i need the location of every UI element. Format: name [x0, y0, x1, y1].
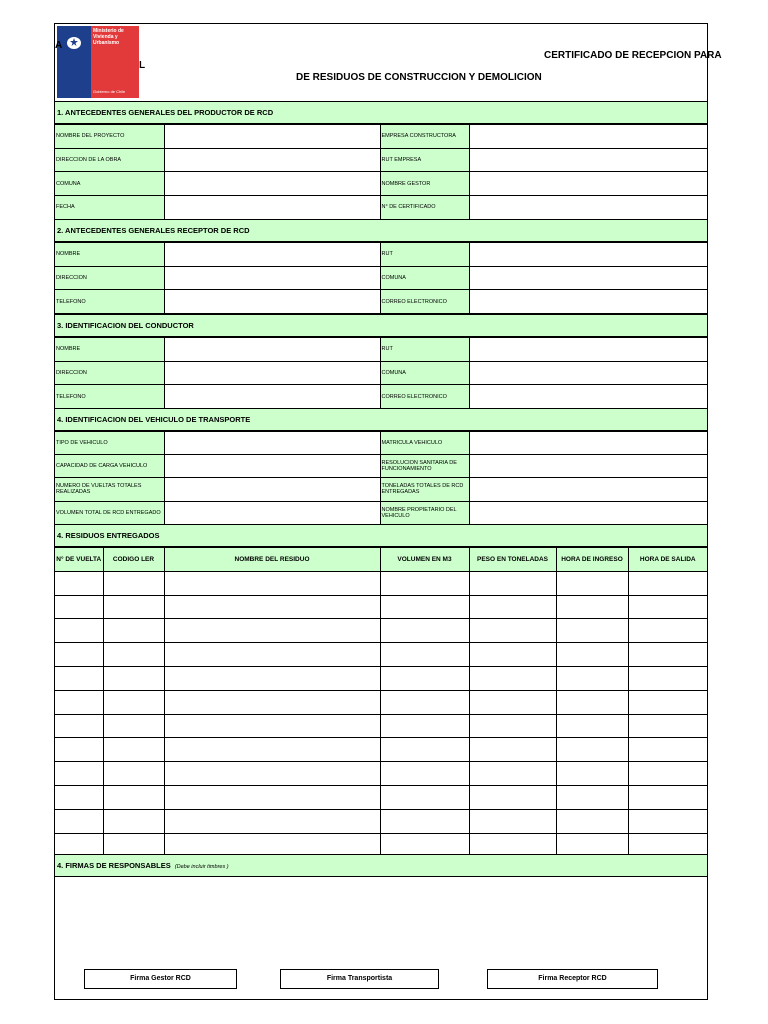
table-cell-input[interactable] — [556, 785, 628, 809]
table-cell-input[interactable] — [469, 595, 556, 619]
field-input[interactable] — [469, 172, 707, 196]
field-input[interactable] — [469, 361, 707, 385]
column-header: HORA DE SALIDA — [628, 548, 707, 572]
field-label: TONELADAS TOTALES DE RCD ENTREGADAS — [380, 478, 469, 501]
field-label: NOMBRE DEL PROYECTO — [55, 125, 164, 149]
table-cell-input[interactable] — [556, 643, 628, 667]
table-cell-input[interactable] — [380, 666, 469, 690]
field-input[interactable] — [469, 125, 707, 149]
section-driver-header: 3. IDENTIFICACION DEL CONDUCTOR — [55, 314, 707, 337]
table-cell-input[interactable] — [103, 809, 164, 833]
form-row — [55, 385, 707, 409]
table-cell-input[interactable] — [164, 762, 380, 786]
column-header: CODIGO LER — [103, 548, 164, 572]
form-row — [55, 172, 707, 196]
table-cell-input[interactable] — [556, 619, 628, 643]
table-cell-input[interactable] — [380, 690, 469, 714]
field-input[interactable] — [164, 361, 380, 385]
table-cell-input[interactable] — [164, 714, 380, 738]
table-cell-input[interactable] — [55, 571, 103, 595]
field-label: DIRECCION DE LA OBRA — [55, 148, 164, 172]
table-cell-input[interactable] — [164, 738, 380, 762]
table-cell-input[interactable] — [164, 690, 380, 714]
table-cell-input[interactable] — [380, 809, 469, 833]
column-header: NOMBRE DEL RESIDUO — [164, 548, 380, 572]
table-cell-input[interactable] — [469, 643, 556, 667]
table-row — [55, 714, 707, 738]
field-label: VOLUMEN TOTAL DE RCD ENTREGADO — [55, 501, 164, 524]
document-title-line2: DE RESIDUOS DE CONSTRUCCION Y DEMOLICION — [296, 72, 542, 83]
table-cell-input[interactable] — [55, 619, 103, 643]
table-row — [55, 738, 707, 762]
field-label: COMUNA — [55, 172, 164, 196]
table-cell-input[interactable] — [469, 785, 556, 809]
field-input[interactable] — [469, 338, 707, 362]
table-cell-input[interactable] — [469, 738, 556, 762]
table-cell-input[interactable] — [103, 785, 164, 809]
table-row — [55, 809, 707, 833]
field-label: CAPACIDAD DE CARGA VEHICULO — [55, 455, 164, 478]
field-input[interactable] — [164, 125, 380, 149]
field-label: NOMBRE GESTOR — [380, 172, 469, 196]
table-cell-input[interactable] — [628, 690, 707, 714]
table-cell-input[interactable] — [628, 619, 707, 643]
table-cell-input[interactable] — [164, 809, 380, 833]
table-cell-input[interactable] — [380, 738, 469, 762]
form-row — [55, 196, 707, 220]
producer-table — [55, 124, 707, 220]
table-cell-input[interactable] — [469, 762, 556, 786]
field-input[interactable] — [164, 290, 380, 314]
table-cell-input[interactable] — [164, 571, 380, 595]
signatures-note: (Debe incluir timbres ) — [174, 864, 229, 870]
table-cell-input[interactable] — [628, 571, 707, 595]
table-row — [55, 762, 707, 786]
table-cell-input[interactable] — [55, 809, 103, 833]
column-header: HORA DE INGRESO — [556, 548, 628, 572]
table-cell-input[interactable] — [55, 785, 103, 809]
field-input[interactable] — [164, 338, 380, 362]
table-cell-input[interactable] — [164, 666, 380, 690]
table-cell-input[interactable] — [164, 619, 380, 643]
table-cell-input[interactable] — [380, 619, 469, 643]
table-cell-input[interactable] — [55, 690, 103, 714]
table-cell-input[interactable] — [380, 643, 469, 667]
table-cell-input[interactable] — [628, 785, 707, 809]
table-cell-input[interactable] — [628, 738, 707, 762]
table-cell-input[interactable] — [103, 714, 164, 738]
table-cell-input[interactable] — [55, 714, 103, 738]
table-cell-input[interactable] — [556, 738, 628, 762]
field-input[interactable] — [164, 455, 380, 478]
field-input[interactable] — [469, 385, 707, 409]
field-input[interactable] — [469, 478, 707, 501]
table-cell-input[interactable] — [628, 666, 707, 690]
signatures-title: 4. FIRMAS DE RESPONSABLES — [57, 861, 171, 870]
section-producer-header: 1. ANTECEDENTES GENERALES DEL PRODUCTOR DE RCD — [55, 101, 707, 124]
field-label: RUT EMPRESA — [380, 148, 469, 172]
logo-ministry-text: Ministerio de Vivienda y Urbanismo — [93, 28, 124, 46]
form-row — [55, 361, 707, 385]
field-input[interactable] — [469, 266, 707, 290]
section-signatures-header — [55, 854, 707, 877]
section-vehicle-header: 4. IDENTIFICACION DEL VEHICULO DE TRANSPORTE — [55, 408, 707, 431]
table-cell-input[interactable] — [469, 571, 556, 595]
field-label: TIPO DE VEHICULO — [55, 432, 164, 455]
coat-of-arms-icon — [63, 32, 85, 52]
table-cell-input[interactable] — [164, 643, 380, 667]
field-input[interactable] — [164, 478, 380, 501]
table-cell-input[interactable] — [469, 619, 556, 643]
field-label: DIRECCION — [55, 266, 164, 290]
table-row — [55, 643, 707, 667]
form-row — [55, 338, 707, 362]
table-cell-input[interactable] — [556, 714, 628, 738]
field-label: NUMERO DE VUELTAS TOTALES REALIZADAS — [55, 478, 164, 501]
field-label: MATRICULA VEHICULO — [380, 432, 469, 455]
table-cell-input[interactable] — [103, 571, 164, 595]
table-cell-input[interactable] — [628, 643, 707, 667]
column-header: VOLUMEN EN M3 — [380, 548, 469, 572]
table-row — [55, 666, 707, 690]
waste-table — [55, 547, 707, 857]
field-input[interactable] — [164, 172, 380, 196]
table-cell-input[interactable] — [469, 690, 556, 714]
signature-box-receptor[interactable]: Firma Receptor RCD — [487, 969, 658, 989]
table-row — [55, 690, 707, 714]
table-cell-input[interactable] — [103, 619, 164, 643]
table-cell-input[interactable] — [628, 595, 707, 619]
table-cell-input[interactable] — [556, 595, 628, 619]
table-cell-input[interactable] — [103, 595, 164, 619]
field-label: N° DE CERTIFICADO — [380, 196, 469, 220]
field-label: NOMBRE PROPIETARIO DEL VEHICULO — [380, 501, 469, 524]
form-row — [55, 501, 707, 524]
field-label: COMUNA — [380, 266, 469, 290]
driver-table — [55, 337, 707, 409]
receiver-table — [55, 242, 707, 314]
table-cell-input[interactable] — [469, 714, 556, 738]
table-row — [55, 571, 707, 595]
field-label: NOMBRE — [55, 243, 164, 267]
waste-header-row — [55, 548, 707, 572]
table-cell-input[interactable] — [556, 762, 628, 786]
form-row — [55, 432, 707, 455]
signature-box-transportista[interactable]: Firma Transportista — [280, 969, 439, 989]
table-cell-input[interactable] — [103, 738, 164, 762]
field-label: EMPRESA CONSTRUCTORA — [380, 125, 469, 149]
field-input[interactable] — [164, 148, 380, 172]
field-input[interactable] — [469, 455, 707, 478]
table-cell-input[interactable] — [103, 762, 164, 786]
title-fragment-left: A — [55, 40, 63, 51]
table-cell-input[interactable] — [556, 571, 628, 595]
table-cell-input[interactable] — [380, 595, 469, 619]
table-cell-input[interactable] — [103, 690, 164, 714]
field-input[interactable] — [164, 432, 380, 455]
table-cell-input[interactable] — [556, 666, 628, 690]
table-cell-input[interactable] — [469, 666, 556, 690]
title-fragment-right: L — [139, 60, 146, 71]
field-label: CORREO ELECTRONICO — [380, 385, 469, 409]
field-label: FECHA — [55, 196, 164, 220]
field-input[interactable] — [164, 501, 380, 524]
field-input[interactable] — [469, 290, 707, 314]
field-input[interactable] — [164, 266, 380, 290]
ministry-logo — [57, 26, 139, 98]
table-cell-input[interactable] — [103, 643, 164, 667]
field-input[interactable] — [469, 432, 707, 455]
table-row — [55, 785, 707, 809]
form-row — [55, 290, 707, 314]
table-cell-input[interactable] — [55, 643, 103, 667]
vehicle-table — [55, 431, 707, 525]
table-row — [55, 595, 707, 619]
column-header: N° DE VUELTA — [55, 548, 103, 572]
field-input[interactable] — [469, 196, 707, 220]
table-row — [55, 619, 707, 643]
table-cell-input[interactable] — [164, 785, 380, 809]
form-row — [55, 478, 707, 501]
form-row — [55, 148, 707, 172]
field-input[interactable] — [469, 148, 707, 172]
form-row — [55, 243, 707, 267]
field-label: RUT — [380, 243, 469, 267]
table-cell-input[interactable] — [628, 809, 707, 833]
table-cell-input[interactable] — [380, 714, 469, 738]
field-input[interactable] — [164, 385, 380, 409]
field-label: COMUNA — [380, 361, 469, 385]
table-cell-input[interactable] — [628, 714, 707, 738]
document-title-line1: CERTIFICADO DE RECEPCION PARA — [544, 50, 722, 61]
field-label: RESOLUCION SANITARIA DE FUNCIONAMIENTO — [380, 455, 469, 478]
field-input[interactable] — [469, 501, 707, 524]
table-cell-input[interactable] — [55, 595, 103, 619]
field-input[interactable] — [164, 243, 380, 267]
field-label: DIRECCION — [55, 361, 164, 385]
table-cell-input[interactable] — [628, 762, 707, 786]
table-cell-input[interactable] — [55, 666, 103, 690]
field-label: TELEFONO — [55, 290, 164, 314]
table-cell-input[interactable] — [469, 809, 556, 833]
field-label: RUT — [380, 338, 469, 362]
table-cell-input[interactable] — [556, 809, 628, 833]
field-label: CORREO ELECTRONICO — [380, 290, 469, 314]
signature-box-gestor[interactable]: Firma Gestor RCD — [84, 969, 237, 989]
table-cell-input[interactable] — [380, 762, 469, 786]
field-input[interactable] — [469, 243, 707, 267]
form-row — [55, 125, 707, 149]
column-header: PESO EN TONELADAS — [469, 548, 556, 572]
field-label: NOMBRE — [55, 338, 164, 362]
section-receiver-header: 2. ANTECEDENTES GENERALES RECEPTOR DE RCD — [55, 219, 707, 242]
form-row — [55, 266, 707, 290]
section-waste-header: 4. RESIDUOS ENTREGADOS — [55, 524, 707, 547]
table-cell-input[interactable] — [380, 571, 469, 595]
table-cell-input[interactable] — [164, 595, 380, 619]
table-cell-input[interactable] — [55, 762, 103, 786]
table-cell-input[interactable] — [103, 666, 164, 690]
table-cell-input[interactable] — [556, 690, 628, 714]
table-cell-input[interactable] — [55, 738, 103, 762]
logo-government-text: Gobierno de Chile — [93, 89, 126, 94]
form-row — [55, 455, 707, 478]
field-label: TELEFONO — [55, 385, 164, 409]
table-cell-input[interactable] — [380, 785, 469, 809]
field-input[interactable] — [164, 196, 380, 220]
